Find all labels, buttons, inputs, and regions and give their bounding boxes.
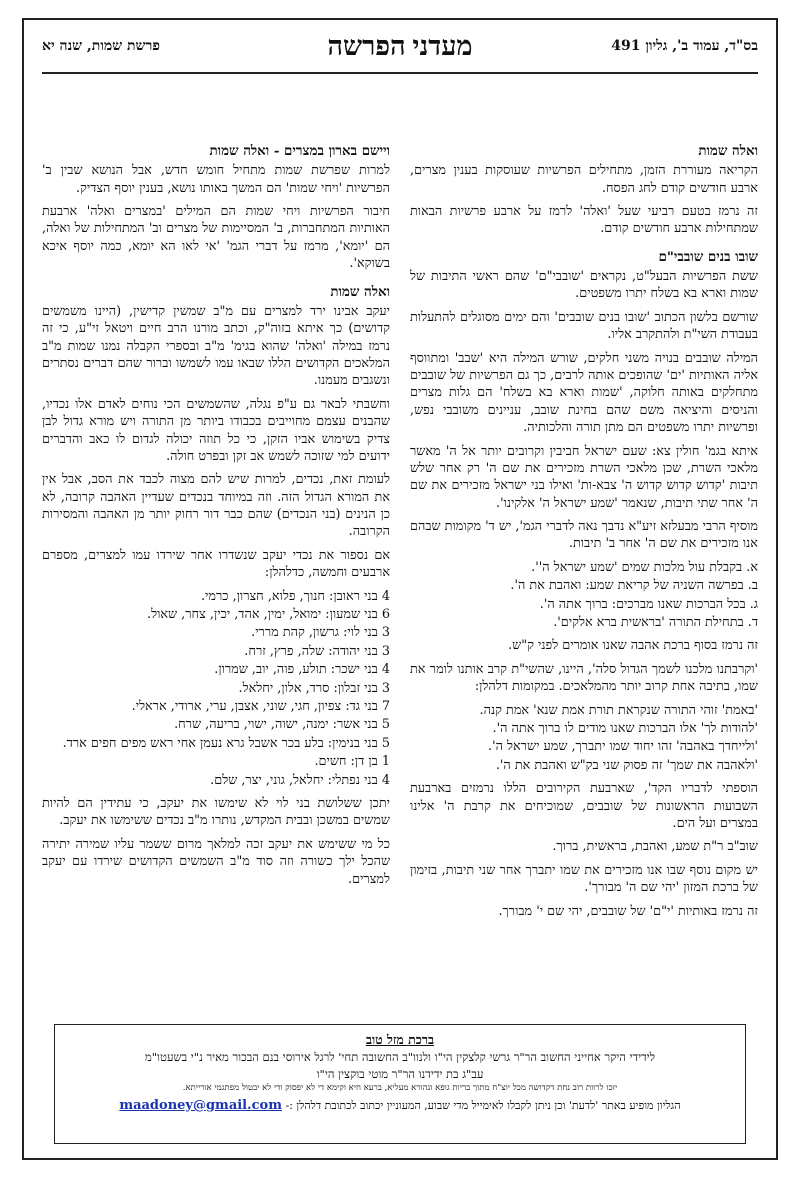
list-item: 3 בני יהודה: שלה, פרץ, זרח. [244,643,390,659]
paragraph: חיבור הפרשיות ויחי שמות הם המילים 'במצרים ואלה' ארבעת האותיות המתחברות, ב' המסיימות של מצרים וב' המתחילות של ואלה, הם 'יומא', מרמז על דברי הגמ' 'אי לאו הא יומא, כמה יוסף איכא בשוקא'. [42,204,390,272]
paragraph: וחשבתי לבאר גם ע"פ נגלה, שהשמשים הכי נוחים לאדם אלו נכדיו, שהבנים עצמם מחוייבים בכבודו ביותר מן התורה ויש מורא גדול לבן צדיק בשימוש אביו הזקן, כי כל תוזה יכולה לגדום לו כאב והדברים ידועים למי שזוכה לשמש אב זקן ובפרט חולה. [42,396,390,464]
subscription-text: הגליון מופיע באתר 'לדעת' וכן ניתן לקבלו לאימייל מדי שבוע, המעוניין יכתוב לכתובת דלהלן :- [285,1098,681,1112]
list-item: 7 בני גד: צפיון, חגי, שוני, אצבן, ערי, ארודי, אראלי. [131,698,390,714]
page [22,18,778,1160]
paragraph: המילה שובבים בנויה משני חלקים, שורש המילה היא 'שבב' ומתווסף אליה האותיות 'ים' שהופכים אותה לרבים, כך גם הפרשיות של שובבים מתחלקים באותה חלוקה, 'שמות וארא בא בשלח' הם גלות מצרים והניסים והיציאה משם שהם בחינת שובב, עניינים משובבי נפש, ופרשיות יתרו משפטים הם מתן תורה והלכותיה. [410,350,758,436]
list-item: 1 בן דן: חשים. [314,754,390,770]
paragraph: איתא בגמ' חולין צא: שעם ישראל חביבין וקרובים יותר אל ה' מאשר מלאכי השרת, שכן מלאכי השרת מזכירים את שם ה' רק אחר שלש תיבות 'קדוש קדוש קדוש ה' צבא-ות' ואילו בני ישראל מזכירים את שם ה' אחר שתי תיבות, שנאמר 'שמע ישראל ה' אלקינו'. [410,443,758,511]
paragraph: הוספתי לדבריו הקד', שארבעת הקירובים הללו נרמזים בארבעת השבועות הראשונות של שובבים, שמוכיחים את קרבת ה' אלינו במצרים ועל הים. [410,781,758,831]
list-item: 3 בני לוי: גרשון, קהת מררי. [251,625,390,641]
paragraph: 'וקרבתנו מלכנו לשמך הגדול סלה', היינו, שהשי"ת קרב אותנו לומר את שמו, בתיבה אחת קרוב יותר מהמלאכים. במקומות דלהלן: [410,661,758,695]
list-item: ד. בתחילת התורה 'בראשית ברא אלקים'. [553,615,758,631]
congratulations-box [54,1024,746,1144]
congrats-line: לידידי היקר אחייני החשוב הר"ר גרשי קלצקין הי"ו ולנוו"ב החשובה תחי' לרגל אירוסי בנם הבכור מאיר נ"י בשעטו"מ [144,1050,656,1065]
subscription-note [67,1097,733,1116]
paragraph: מוסיף הרבי מבעלזא זיע"א נדבך נאה לדברי הגמ', יש ד' מקומות שבהם אנו מזכירים את שם ה' אחר ב' תיבות. [410,519,758,552]
list-item: 'באמת' זוהי התורה שנקראת תורת אמת שנא' אמת קנה. [479,702,758,718]
paragraph: למרות שפרשת שמות מתחיל חומש חדש, אבל הנושא שבין ב' הפרשיות 'ויחי שמות' הם המשך באותו נושא, בענין יוסף הצדיק. [42,163,390,196]
email-link[interactable]: maadoney@gmail.com [119,1097,282,1113]
paragraph: זה נרמז באותיות 'י"ם' של שובבים, יהי שם י' מבורך. [498,903,758,919]
list-item: 5 בני בנימין: בלע בכר אשבל גרא נעמן אחי ראש מפים חפים ארד. [62,735,390,751]
paragraph: לעומת זאת, נכדים, למרות שיש להם מצוה לכבד את הסב, אבל אין את המורא הגדול הזה. וזה במיוחד בנכדים שעדיין האהבה קרובה, לא כן הנינים (בני הנכדים) שהם כבר דור רחוק יותר מן האהבה והמסירות הקרובה. [42,472,390,540]
congrats-line: עב"ג בת ידידנו הר"ר מוטי בוקצין הי"ו [316,1066,484,1081]
paragraph: כל מי ששימש את יעקב זכה למלאך מרום ששמר עליו שמירה יתירה שהכל ילך כשורה וזה סוד מ"ב השמשים הקדושים שירדו עם יעקב למצרים. [42,836,390,887]
content-columns [42,142,758,1054]
issue-info: בס"ד, עמוד ב', גליון 491 [611,37,758,54]
paragraph: ששת הפרשיות הבעל"ט, נקראים 'שובבי"ם' שהם ראשי התיבות של שמות וארא בא בשלח יתרו משפטים. [410,269,758,302]
header [42,20,758,74]
section-title: שובו בנים שובבי"ם [658,248,758,265]
list-item: א. בקבלת עול מלכות שמים 'שמע ישראל ה''. [531,559,758,575]
section-title: ויישם בארון במצרים - ואלה שמות [209,143,390,159]
parsha-info: פרשת שמות, שנה יא [42,37,160,54]
section-title: ואלה שמות [330,283,390,300]
paragraph: יש מקום נוסף שבו אנו מזכירים את שמו יתברך אחר שני תיבות, בזימון של ברכת המזון 'יהי שם ה' מבורך'. [410,862,758,896]
congrats-blessing: יזכו לרוות רוב נחת דקדושה מכל יוצ"ח מתוך בריות גופא ונהורא מעליא, ברעא חיא וקימא די לא יפסוק ודי לא יבטול מפתגמי אורייתא. [182,1083,618,1094]
list-item: ב. בפרשה השניה של קריאת שמע: ואהבת את ה'. [510,578,758,594]
paragraph: שוב"ב ר"ת שמע, ואהבת, בראשית, ברוך. [552,839,758,855]
right-column [410,142,758,1054]
paragraph: יתכן ששלושת בני לוי לא שימשו את יעקב, כי עתידין הם להיות שמשים במשכן ובבית המקדש, נותרו מ"ב נכדים ששימשו את יעקב. [42,795,390,829]
list-item: 'להודות לך' אלו הברכות שאנו מודים לו ברוך אתה ה'. [492,720,758,736]
paragraph: זה נרמז בסוף ברכת אהבה שאנו אומרים לפני ק"ש. [508,638,758,654]
list-item: 'ולאהבה את שמך' זה פסוק שני בק"ש ואהבת את ה'. [495,757,758,773]
list-item: 4 בני ראובן: חנוך, פלוא, חצרון, כרמי. [200,588,390,604]
list-item: 4 בני ישכר: תולע, פוה, יוב, שמרון. [214,662,390,678]
list-item: 6 בני שמעון: ימואל, ימין, אהד, יכין, צחר, שאול. [147,607,390,623]
paragraph: הקריאה מעוררת הזמן, מתחילים הפרשיות שעוסקות בענין מצרים, ארבע חודשים קודם לחג הפסח. [410,163,758,196]
list-item: 4 בני נפתלי: יחלאל, גוני, יצר, שלם. [210,772,390,788]
page-title: מעדני הפרשה [327,30,473,61]
list-item: 'ולייחדך באהבה' זהו יחוד שמו יתברך, שמע ישראל ה'. [488,739,758,755]
list-item: ג. בכל הברכות שאנו מברכים: ברוך אתה ה'. [539,596,758,612]
section-title: ואלה שמות [698,143,758,159]
paragraph: זה נרמז בטעם רביעי שעל 'ואלה' לרמז על ארבע פרשיות הבאות שמתחילות ארבע חודשים קודם. [410,204,758,237]
list-item: 3 בני זבלון: סרד, אלון, יחלאל. [238,680,390,696]
paragraph: יעקב אבינו ירד למצרים עם מ"ב שמשין קדישין, (היינו משמשים קדושים) כך איתא בזוה"ק, וכתב מורנו הרב חיים ויטאל זי"ע, כי זה נרמז במילה 'ואלה' שהוא בגימ' מ"ב ובספרי הקבלה נמנו שמות מ"ב המלאכים הקדושים הללו שבאו עמו לשמשו וברור שהם דברים נסתרים ונשגבים מעמנו. [42,303,390,389]
list-item: 5 בני אשר: ימנה, ישוה, ישוי, בריעה, שרח. [174,717,390,733]
congrats-title: ברכת מזל טוב [365,1032,435,1047]
paragraph: שורשם בלשון הכתוב 'שובו בנים שובבים' והם ימים מסוגלים להתעלות בעבודת השי"ת ולהתקרב אליו. [410,309,758,343]
left-column [42,142,390,1054]
paragraph: אם נספור את נכדי יעקב שנשדרו אחר שירדו עמו למצרים, מספרם ארבעים וחמשה, כדלהלן: [42,547,390,581]
